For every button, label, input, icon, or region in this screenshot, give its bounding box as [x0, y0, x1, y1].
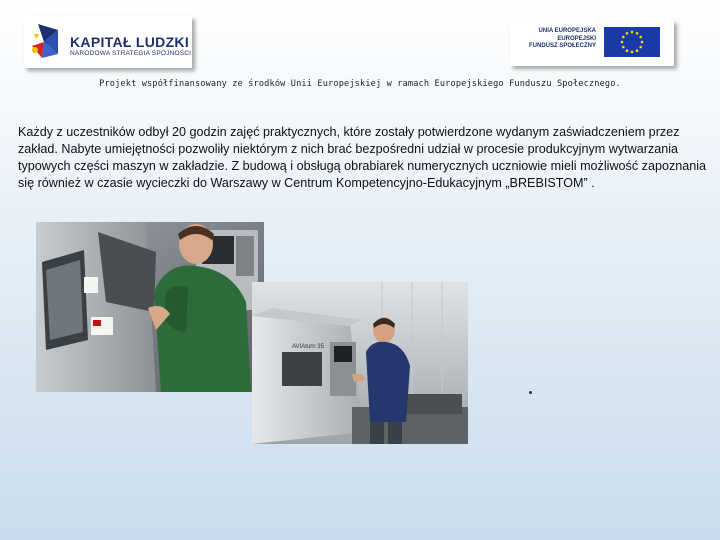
- kapital-ludzki-logo: [24, 16, 192, 68]
- decorative-dot: [529, 391, 532, 394]
- body-paragraph: Każdy z uczestników odbył 20 godzin zajęć praktycznych, które zostały potwierdzone wydanym zaświadczeniem przez zakład. Nabyte umiejętności pozwoliły niektórym z nich brać bezpośredni udział w procesie produkcyjnym wytwarzania typowych części maszyn w zakładzie. Z budową i obsługą obrabiarek numerycznych uczniowie mieli możliwość zapoznania się również w czasie wycieczki do Warszawy w Centrum Kompetencyjno-Edukacyjnym „BREBISTOM” .: [18, 125, 707, 190]
- photo-student-at-cnc-lathe: [252, 282, 468, 444]
- photo-student-at-machine: [36, 222, 264, 392]
- unia-europejska-logo: [510, 20, 674, 66]
- eu-flag-icon: [604, 27, 660, 57]
- cofinance-note: Projekt współfinansowany ze środków Unii Europejskiej w ramach Europejskiego Funduszu Społecznego.: [99, 79, 621, 89]
- kapital-ludzki-title: KAPITAŁ LUDZKI: [70, 34, 190, 50]
- ue-line-2: EUROPEJSKI: [557, 35, 596, 42]
- ue-line-3: FUNDUSZ SPOŁECZNY: [528, 43, 596, 49]
- unia-europejska-text: [529, 28, 596, 51]
- kapital-ludzki-subtitle: NARODOWA STRATEGIA SPÓJNOŚCI: [70, 50, 192, 57]
- ue-line-1: UNIA EUROPEJSKA: [538, 28, 596, 34]
- kapital-ludzki-star-icon: [28, 20, 72, 64]
- machine-label: AVIAturn 35: [292, 344, 324, 350]
